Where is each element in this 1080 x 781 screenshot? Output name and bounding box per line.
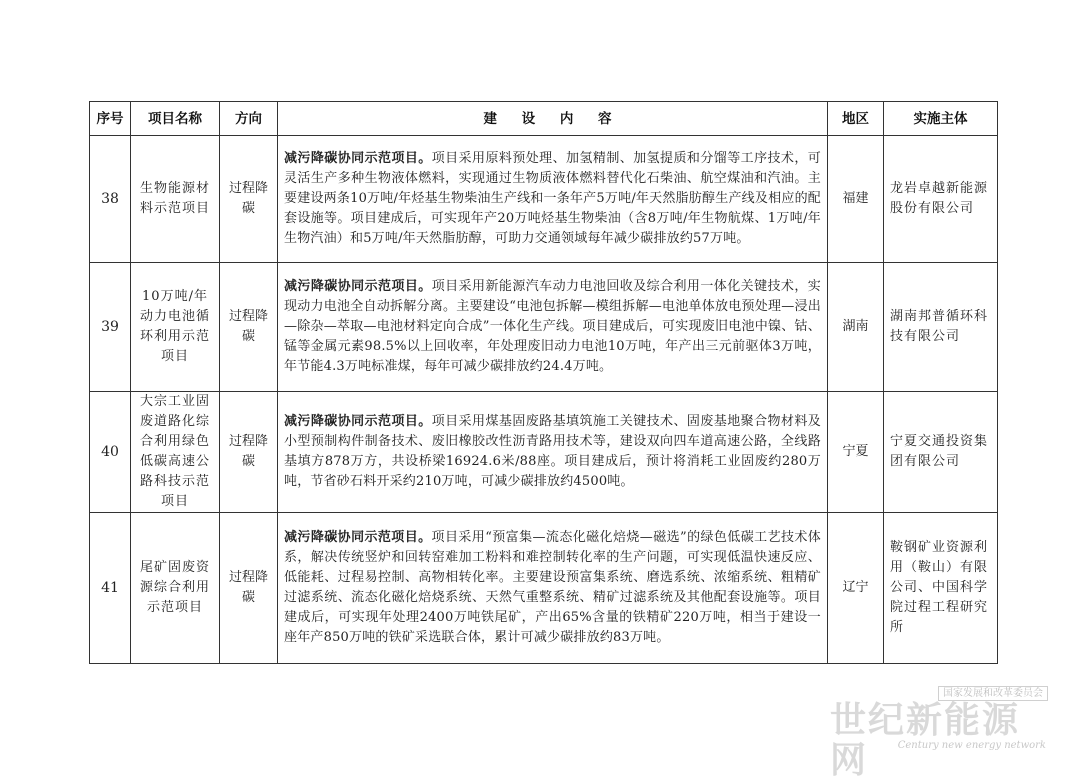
row-entity: 宁夏交通投资集团有限公司 xyxy=(884,392,998,513)
row-content-text: 项目采用原料预处理、加氢精制、加氢提质和分馏等工序技术，可灵活生产多种生物液体燃料，实现通过生物质液体燃料替代化石柴油、航空煤油和汽油。主要建设两条10万吨/年烃基生物柴油生产线和一条年产5万吨/年天然脂肪醇生产线及相应的配套设施等。项目建成后，可实现年产20万吨烃基生物柴油（含8万吨/年生物航煤、1万吨/年生物汽油）和5万吨/年天然脂肪醇，可助力交通领域每年减少碳排放约57万吨。 xyxy=(284,151,821,246)
row-content xyxy=(278,513,828,664)
header-entity: 实施主体 xyxy=(884,102,998,136)
row-content-lead: 减污降碳协同示范项目。 xyxy=(284,279,432,294)
row-content-text: 项目采用新能源汽车动力电池回收及综合利用一体化关键技术，实现动力电池全自动拆解分离。主要建设“电池包拆解—模组拆解—电池单体放电预处理—浸出—除杂—萃取—电池材料定向合成”一体化生产线。项目建成后，可实现废旧电池中镍、钴、锰等金属元素98.5%以上回收率，年处理废旧动力电池10万吨，年产出三元前驱体3万吨，年节能4.3万吨标准煤，每年可减少碳排放约24.4万吨。 xyxy=(284,279,821,374)
row-direction: 过程降碳 xyxy=(220,136,278,263)
row-num: 39 xyxy=(90,263,131,392)
table-row xyxy=(90,392,998,513)
header-region: 地区 xyxy=(828,102,884,136)
watermark-source-label: 国家发展和改革委员会 xyxy=(938,686,1048,701)
header-name: 项目名称 xyxy=(131,102,220,136)
row-num: 41 xyxy=(90,513,131,664)
row-direction: 过程降碳 xyxy=(220,392,278,513)
row-content xyxy=(278,136,828,263)
header-direction: 方向 xyxy=(220,102,278,136)
site-watermark xyxy=(830,686,1050,781)
row-region: 湖南 xyxy=(828,263,884,392)
row-num: 38 xyxy=(90,136,131,263)
watermark-logo-text: 世纪新能源网 xyxy=(830,699,1021,781)
row-content-lead: 减污降碳协同示范项目。 xyxy=(284,151,432,166)
table-row xyxy=(90,263,998,392)
row-project-name: 生物能源材料示范项目 xyxy=(131,136,220,263)
row-entity: 湖南邦普循环科技有限公司 xyxy=(884,263,998,392)
row-num: 40 xyxy=(90,392,131,513)
row-content xyxy=(278,392,828,513)
table-row xyxy=(90,136,998,263)
row-content xyxy=(278,263,828,392)
row-region: 辽宁 xyxy=(828,513,884,664)
row-direction: 过程降碳 xyxy=(220,263,278,392)
row-entity: 龙岩卓越新能源股份有限公司 xyxy=(884,136,998,263)
table-header-row xyxy=(90,102,998,136)
row-content-lead: 减污降碳协同示范项目。 xyxy=(284,414,432,429)
header-content: 建 设 内 容 xyxy=(278,102,828,136)
row-region: 宁夏 xyxy=(828,392,884,513)
header-num: 序号 xyxy=(90,102,131,136)
row-entity: 鞍钢矿业资源利用（鞍山）有限公司、中国科学院过程工程研究所 xyxy=(884,513,998,664)
row-project-name: 尾矿固废资源综合利用示范项目 xyxy=(131,513,220,664)
row-project-name: 10万吨/年动力电池循环利用示范项目 xyxy=(131,263,220,392)
row-content-lead: 减污降碳协同示范项目。 xyxy=(284,530,432,545)
row-region: 福建 xyxy=(828,136,884,263)
table-row xyxy=(90,513,998,664)
row-direction: 过程降碳 xyxy=(220,513,278,664)
row-content-text: 项目采用“预富集—流态化磁化焙烧—磁选”的绿色低碳工艺技术体系，解决传统竖炉和回转窑难加工粉料和难控制转化率的生产问题，可实现低温快速反应、低能耗、过程易控制、高物相转化率。主要建设预富集系统、磨选系统、浓缩系统、粗精矿过滤系统、流态化磁化焙烧系统、天然气重整系统、精矿过滤系统及其他配套设施等。项目建成后，可实现年处理2400万吨铁尾矿，产出65%含量的铁精矿220万吨，相当于建设一座年产850万吨的铁矿采选联合体，累计可减少碳排放约83万吨。 xyxy=(284,530,822,645)
row-content-text: 项目采用煤基固废路基填筑施工关键技术、固废基地聚合物材料及小型预制构件制备技术、废旧橡胶改性沥青路用技术等，建设双向四车道高速公路，全线路基填方878万方，共设桥梁16924.6米/88座。项目建成后，预计将消耗工业固废约280万吨，节省砂石料开采约210万吨，可减少碳排放约4500吨。 xyxy=(284,414,821,489)
projects-table xyxy=(89,101,998,664)
row-project-name: 大宗工业固废道路化综合利用绿色低碳高速公路科技示范项目 xyxy=(131,392,220,513)
watermark-subtitle: Century new energy network xyxy=(897,740,1046,751)
